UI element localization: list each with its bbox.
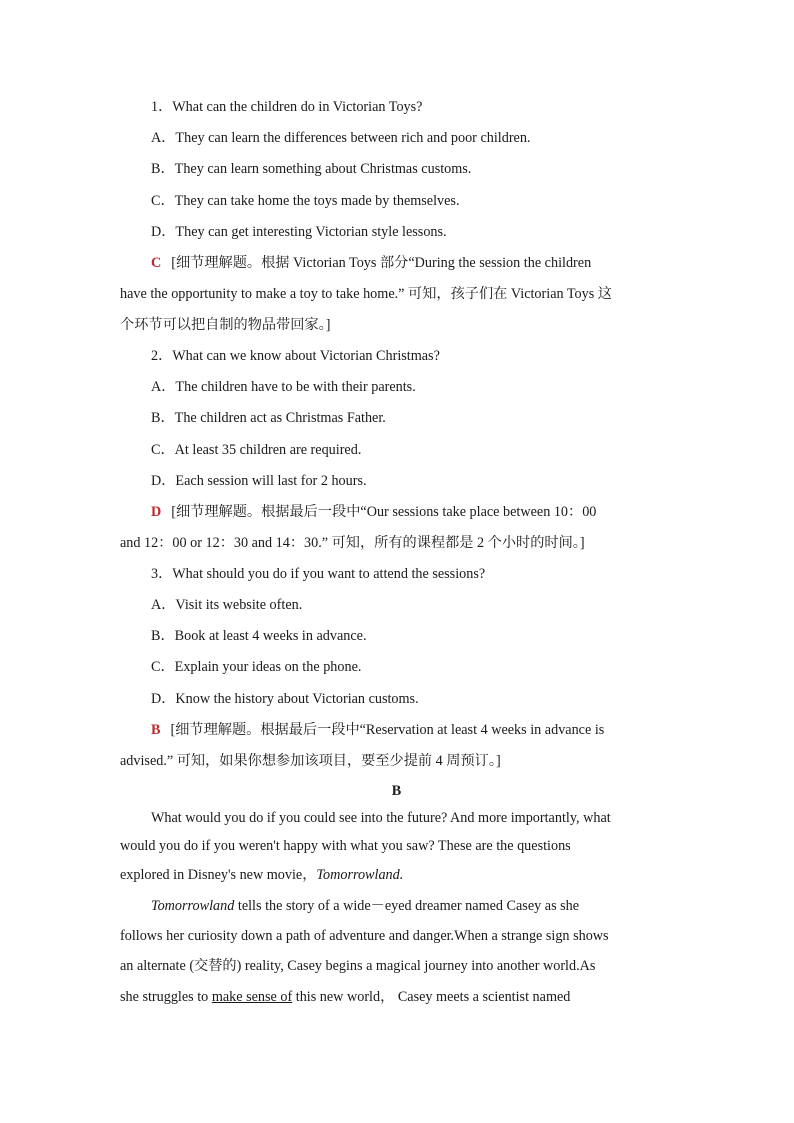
section-b-heading: B [391, 783, 402, 799]
movie-title: Tomorrowland. [316, 867, 404, 883]
question-2-explanation-line-1 [151, 503, 596, 521]
question-2-option-a: A．The children have to be with their parents. [151, 379, 416, 395]
question-2-option-d: D．Each session will last for 2 hours. [151, 473, 367, 489]
passage-b-para-1-line-3 [120, 866, 403, 884]
question-2-option-c: C．At least 35 children are required. [151, 442, 362, 458]
question-1-explanation-line-1 [151, 254, 591, 272]
passage-b-para-1-line-3-text: explored in Disney's new movie， [120, 867, 317, 883]
passage-b-para-2-line-3: an alternate (交替的) reality, Casey begins a magical journey into another world.As [120, 958, 596, 974]
question-1-option-b: B．They can learn something about Christmas customs. [151, 161, 472, 177]
passage-b-para-2-line-4 [120, 988, 570, 1006]
question-2-explanation-text: [细节理解题。根据最后一段中“Our sessions take place between 10：00 [171, 504, 597, 520]
question-1-answer: C [151, 255, 162, 271]
question-3-option-d: D．Know the history about Victorian customs. [151, 691, 419, 707]
question-3-stem: 3．What should you do if you want to attend the sessions? [151, 566, 486, 582]
question-1-option-a: A．They can learn the differences between rich and poor children. [151, 130, 531, 146]
question-1-explanation-line-2: have the opportunity to make a toy to take home.” 可知，孩子们在 Victorian Toys 这 [120, 286, 612, 302]
passage-b-para-2-line-1 [151, 897, 579, 915]
passage-b-para-2-line-4-pre: she struggles to [120, 989, 212, 1005]
passage-b-para-1-line-2: would you do if you weren't happy with what you saw? These are the questions [120, 838, 571, 854]
question-3-option-a: A．Visit its website often. [151, 597, 303, 613]
question-1-option-c: C．They can take home the toys made by themselves. [151, 193, 460, 209]
question-2-answer: D [151, 504, 162, 520]
underlined-phrase: make sense of [211, 989, 293, 1005]
question-3-option-b: B．Book at least 4 weeks in advance. [151, 628, 367, 644]
question-1-stem: 1．What can the children do in Victorian Toys? [151, 99, 423, 115]
question-3-explanation-line-2: advised.” 可知，如果你想参加该项目，要至少提前 4 周预订。] [120, 753, 501, 769]
question-2-option-b: B．The children act as Christmas Father. [151, 410, 386, 426]
passage-b-para-2-line-2: follows her curiosity down a path of adventure and danger.When a strange sign shows [120, 928, 609, 944]
question-2-explanation-line-2: and 12：00 or 12：30 and 14：30.” 可知，所有的课程都是 2 个小时的时间。] [120, 535, 585, 551]
question-3-explanation-line-1 [151, 721, 604, 739]
question-1-option-d: D．They can get interesting Victorian style lessons. [151, 224, 447, 240]
question-3-answer: B [151, 722, 161, 738]
passage-b-para-2-line-1-text: tells the story of a wide－eyed dreamer named Casey as she [234, 898, 580, 914]
question-1-explanation-line-3: 个环节可以把自制的物品带回家。] [120, 317, 331, 333]
question-3-option-c: C．Explain your ideas on the phone. [151, 659, 362, 675]
question-1-explanation-text: [细节理解题。根据 Victorian Toys 部分“During the session the children [171, 255, 592, 271]
question-3-explanation-text: [细节理解题。根据最后一段中“Reservation at least 4 weeks in advance is [170, 722, 605, 738]
passage-b-para-2-line-4-post: this new world， Casey meets a scientist named [292, 989, 571, 1005]
movie-title-inline: Tomorrowland [151, 898, 235, 914]
question-2-stem: 2．What can we know about Victorian Christmas? [151, 348, 440, 364]
passage-b-para-1-line-1: What would you do if you could see into the future? And more importantly, what [151, 810, 611, 826]
